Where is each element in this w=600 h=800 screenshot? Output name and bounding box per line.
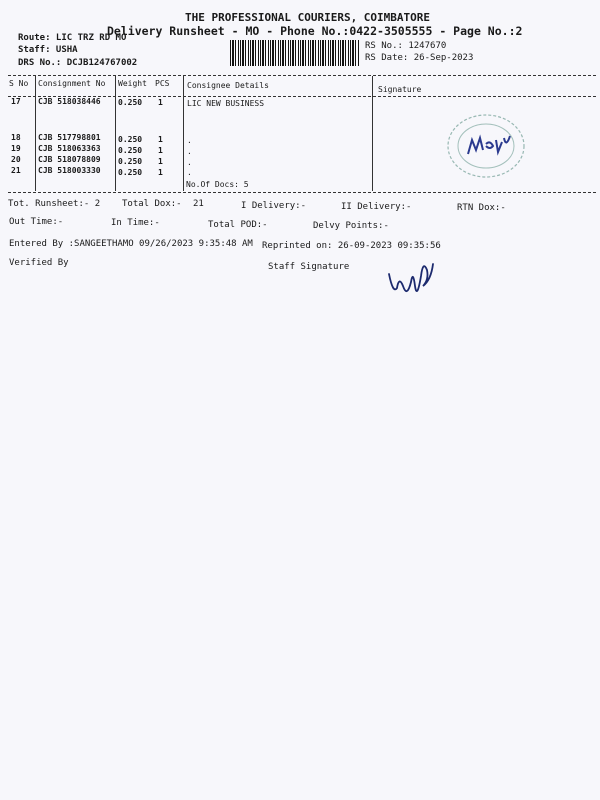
col-header-pcs: PCS [155, 79, 170, 88]
row-sno: 20 [11, 155, 21, 164]
table-bottom-rule [8, 192, 596, 193]
row-sno: 18 [11, 133, 21, 142]
office-stamp-icon [438, 110, 528, 180]
row-weight: 0.250 [118, 135, 143, 144]
col-header-consignment: Consignment No [38, 79, 106, 88]
staff-signature-label: Staff Signature [268, 262, 350, 272]
no-of-docs: No.Of Docs: 5 [186, 180, 249, 189]
staff-label: Staff: USHA [18, 45, 78, 55]
drs-number: DRS No.: DCJB124767002 [18, 58, 138, 68]
total-dox-label: Total Dox:- [122, 199, 182, 209]
col-header-weight: Weight [118, 79, 147, 88]
col-divider [183, 76, 184, 191]
reprinted-on: Reprinted on: 26-09-2023 09:35:56 [262, 241, 441, 251]
col-divider [115, 76, 116, 191]
in-time: In Time:- [111, 218, 160, 228]
out-time: Out Time:- [9, 217, 64, 227]
row-consignment: CJB 518038446 [38, 97, 101, 106]
rs-date: RS Date: 26-Sep-2023 [365, 53, 474, 63]
entered-by: Entered By :SANGEETHAMO 09/26/2023 9:35:48 AM [9, 239, 253, 249]
row-consignment: CJB 517798801 [38, 133, 101, 142]
barcode [230, 40, 360, 66]
row-details: LIC NEW BUSINESS [187, 99, 265, 108]
col-divider [372, 76, 373, 191]
row-details: . [187, 136, 192, 145]
row-consignment: CJB 518003330 [38, 166, 101, 175]
row-pcs: 1 [158, 98, 163, 107]
i-delivery: I Delivery:- [241, 201, 307, 211]
rs-number: RS No.: 1247670 [365, 41, 447, 51]
col-header-details: Consignee Details [187, 81, 269, 90]
row-details: . [187, 168, 192, 177]
row-weight: 0.250 [118, 98, 143, 107]
col-header-sno: S No [9, 79, 29, 88]
row-consignment: CJB 518078809 [38, 155, 101, 164]
total-dox-value: 21 [193, 199, 204, 209]
row-sno: 19 [11, 144, 21, 153]
verified-by: Verified By [9, 258, 69, 268]
row-weight: 0.250 [118, 168, 143, 177]
row-pcs: 1 [158, 135, 163, 144]
tot-runsheet: Tot. Runsheet:- 2 [8, 199, 101, 209]
row-details: . [187, 158, 192, 167]
row-weight: 0.250 [118, 146, 143, 155]
row-weight: 0.250 [118, 157, 143, 166]
row-pcs: 1 [158, 168, 163, 177]
total-pod: Total POD:- [208, 220, 268, 230]
runsheet-title: Delivery Runsheet - MO - Phone No.:0422-3505555 - Page No.:2 [107, 24, 523, 38]
row-pcs: 1 [158, 157, 163, 166]
ii-delivery: II Delivery:- [341, 202, 412, 212]
col-divider [35, 76, 36, 191]
table-top-rule [8, 75, 596, 76]
handwritten-signature-icon [385, 256, 437, 302]
row-consignment: CJB 518063363 [38, 144, 101, 153]
delvy-points: Delvy Points:- [313, 221, 389, 231]
row-sno: 21 [11, 166, 21, 175]
col-header-signature: Signature [378, 85, 422, 94]
rtn-dox: RTN Dox:- [457, 203, 506, 213]
row-pcs: 1 [158, 146, 163, 155]
company-name: THE PROFESSIONAL COURIERS, COIMBATORE [185, 11, 431, 24]
row-sno: 17 [11, 97, 21, 106]
row-details: . [187, 147, 192, 156]
route-label: Route: LIC TRZ RD MO [18, 33, 127, 43]
